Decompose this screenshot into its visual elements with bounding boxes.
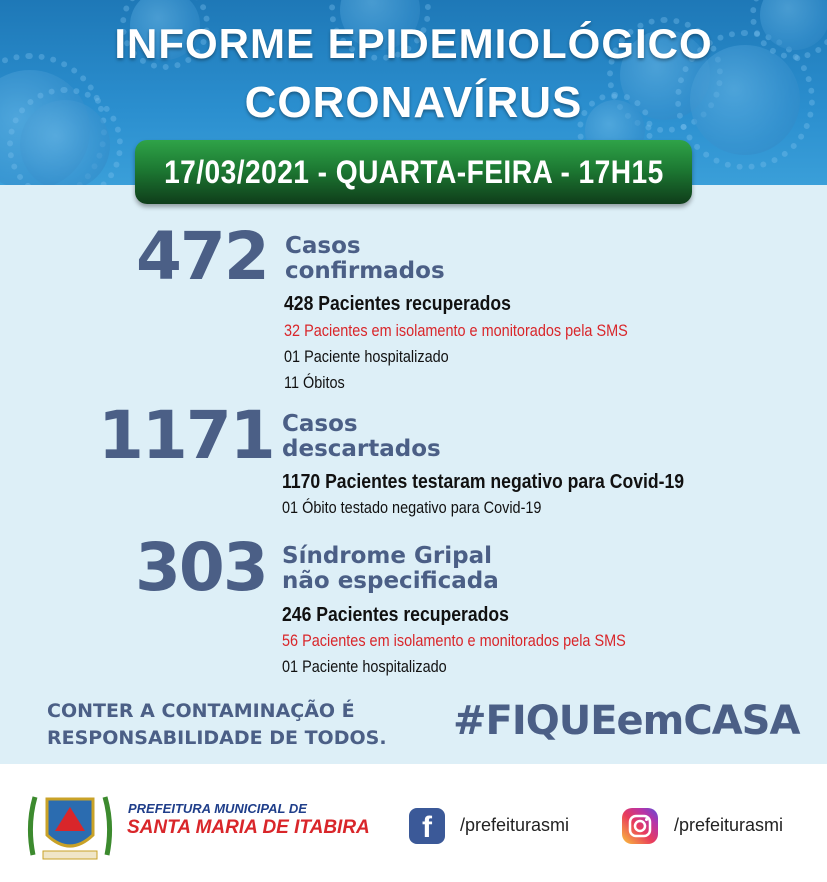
slogan-line1: CONTER A CONTAMINAÇÃO É — [47, 700, 355, 722]
report-title: INFORME EPIDEMIOLÓGICO — [114, 20, 713, 67]
confirmed-count: 472 — [136, 218, 268, 295]
facebook-handle[interactable]: /prefeiturasmi — [460, 815, 570, 835]
discarded-count: 1171 — [98, 397, 274, 474]
flu-recovered: 246 Pacientes recuperados — [282, 604, 509, 626]
instagram-handle[interactable]: /prefeiturasmi — [674, 815, 784, 835]
prefecture-label: PREFEITURA MUNICIPAL DE — [128, 801, 307, 816]
discarded-negative: 1170 Pacientes testaram negativo para Covid-19 — [282, 471, 685, 493]
confirmed-recovered: 428 Pacientes recuperados — [284, 293, 511, 315]
flu-label — [282, 544, 499, 594]
confirmed-hospitalized: 01 Paciente hospitalizado — [284, 347, 449, 366]
discarded-label-line1: Casos — [282, 411, 358, 437]
facebook-icon[interactable]: f — [409, 808, 445, 844]
slogan — [47, 698, 387, 752]
instagram-icon[interactable] — [622, 808, 658, 844]
discarded-label — [282, 412, 441, 462]
confirmed-label-line1: Casos — [285, 233, 361, 259]
slogan-line2: RESPONSABILIDADE DE TODOS. — [47, 727, 387, 749]
confirmed-label-line2: confirmados — [285, 258, 445, 284]
city-crest-icon — [25, 785, 115, 865]
confirmed-isolation: 32 Pacientes em isolamento e monitorados pela SMS — [284, 321, 628, 340]
flu-count: 303 — [135, 529, 267, 606]
discarded-label-line2: descartados — [282, 436, 441, 462]
confirmed-label — [285, 234, 445, 284]
flu-isolation: 56 Pacientes em isolamento e monitorados pela SMS — [282, 631, 626, 650]
discarded-death-negative: 01 Óbito testado negativo para Covid-19 — [282, 498, 542, 517]
flu-label-line2: não especificada — [282, 568, 499, 594]
confirmed-deaths: 11 Óbitos — [284, 373, 345, 392]
stay-home-hashtag: #FIQUEemCASA — [453, 698, 800, 744]
report-subtitle: CORONAVÍRUS — [244, 78, 583, 127]
date-banner — [135, 140, 692, 204]
instagram-glyph-icon — [622, 808, 658, 844]
prefecture-name: SANTA MARIA DE ITABIRA — [127, 817, 370, 838]
report-date: 17/03/2021 - QUARTA-FEIRA - 17H15 — [163, 153, 664, 190]
flu-hospitalized: 01 Paciente hospitalizado — [282, 657, 447, 676]
flu-label-line1: Síndrome Gripal — [282, 543, 492, 569]
